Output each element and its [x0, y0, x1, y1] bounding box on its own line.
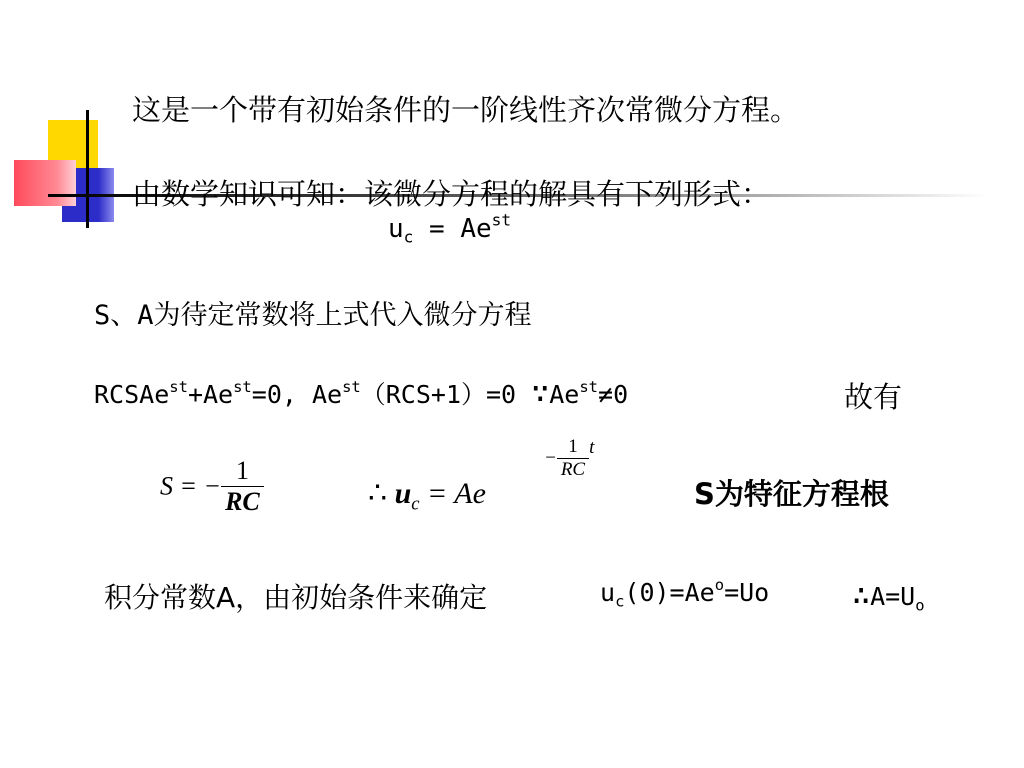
l4-p2: +Ae — [187, 380, 234, 409]
l4-sup2: st — [233, 378, 252, 397]
characteristic-root-label: S为特征方程根 — [694, 477, 889, 511]
eq1-u: u — [388, 214, 404, 244]
exponent-fraction — [544, 436, 594, 481]
exp-num: 1 — [557, 436, 589, 459]
l6-u-sub: c — [615, 592, 625, 611]
text-line-4 — [94, 375, 628, 411]
vertical-line — [86, 110, 89, 228]
text-line-2: 由数学知识可知：该微分方程的解具有下列形式： — [132, 177, 771, 211]
l6-u: u — [600, 578, 616, 607]
l5-eq: = Ae — [419, 477, 486, 510]
eq1-mid: = Ae — [413, 214, 492, 244]
l6-p4: A=U — [870, 582, 916, 611]
l6-p3: =Uo — [724, 578, 770, 607]
because-symbol: ∵ — [531, 376, 550, 411]
text-hence: 故有 — [844, 380, 903, 414]
l6-sub: o — [915, 596, 925, 615]
s-fraction — [221, 456, 264, 517]
solution-form-equation — [388, 210, 512, 247]
exp-den: RC — [560, 459, 586, 480]
a-equals-u0 — [852, 578, 925, 613]
l6-sup: o — [714, 576, 725, 595]
eq1-sup: st — [491, 210, 512, 230]
red-square — [14, 160, 76, 206]
l4-p3: =0, Ae — [251, 380, 343, 409]
l5-u: u — [394, 477, 412, 510]
exp-t: t — [589, 436, 595, 458]
initial-condition-equation — [600, 576, 770, 611]
exp-minus: − — [544, 447, 557, 469]
therefore-symbol: ∴ — [368, 477, 388, 510]
l6-therefore: ∴ — [852, 578, 871, 613]
s-den: RC — [225, 487, 260, 516]
text-line-1: 这是一个带有初始条件的一阶线性齐次常微分方程。 — [132, 93, 800, 127]
l4-p4: （RCS+1）=0 — [360, 380, 532, 409]
l4-sup1: st — [169, 378, 188, 397]
l5-u-sub: c — [411, 493, 420, 515]
l4-sup3: st — [342, 378, 361, 397]
l4-p5: Ae — [549, 380, 580, 409]
l4-sup5: st — [579, 378, 599, 397]
text-line-6: 积分常数A，由初始条件来确定 — [104, 581, 488, 614]
exp-fraction — [557, 436, 589, 481]
s-equals-formula — [160, 456, 264, 517]
l4-p1: RCSAe — [94, 380, 170, 409]
eq1-sub: c — [403, 227, 414, 247]
s-num: 1 — [221, 456, 264, 487]
l4-p6: ≠0 — [598, 380, 629, 409]
uc-solution-formula — [368, 476, 486, 515]
s-left: S = − — [160, 471, 222, 501]
text-line-3: S、A为待定常数将上式代入微分方程 — [94, 300, 532, 331]
l6-p2: (0)=Ae — [624, 578, 715, 607]
